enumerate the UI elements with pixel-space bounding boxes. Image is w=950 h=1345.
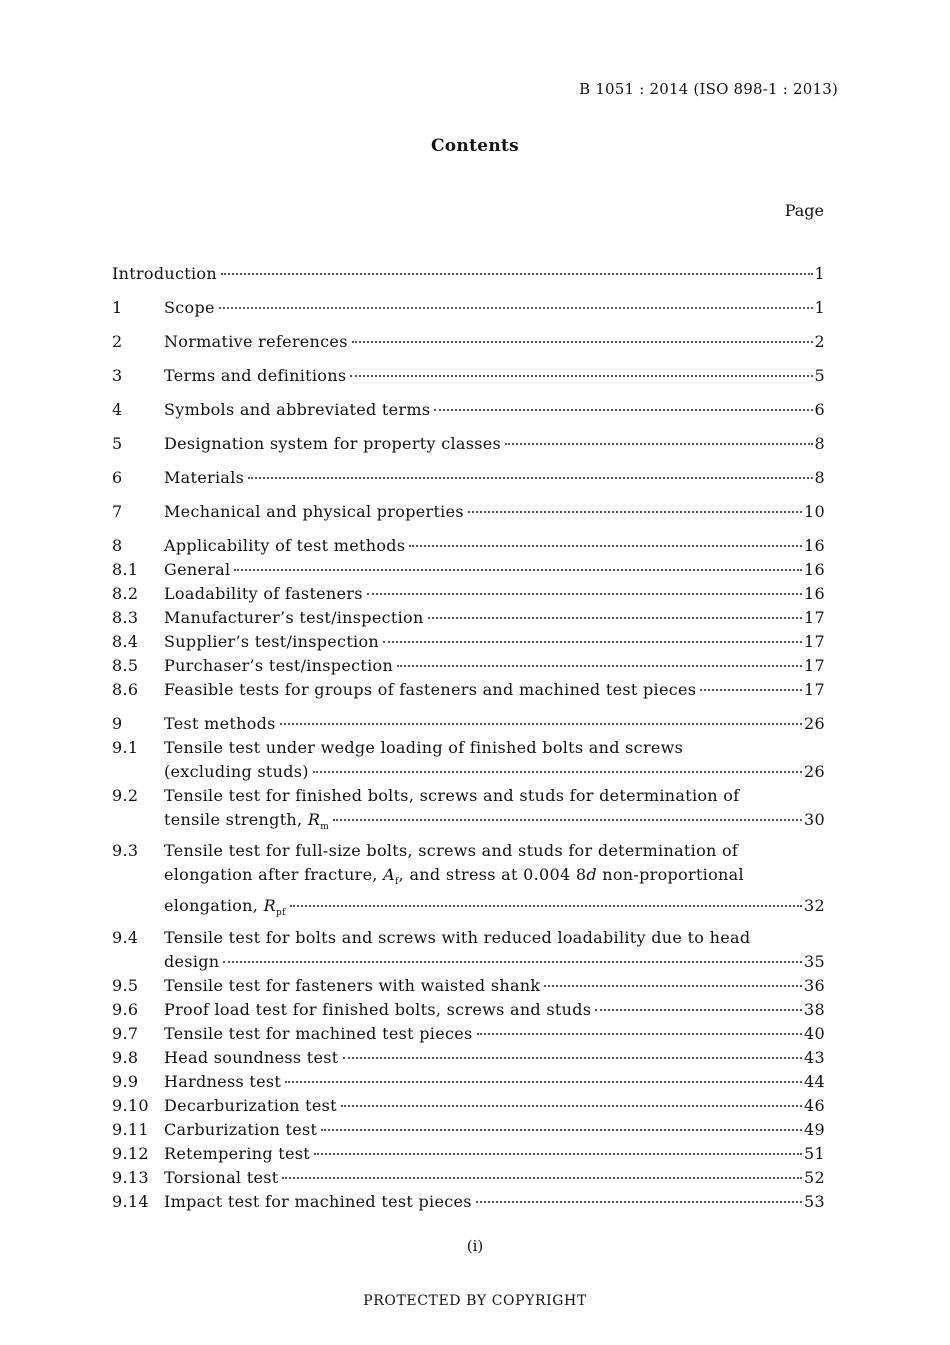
dot-leader [285, 1081, 802, 1083]
toc-entry-5[interactable] [112, 432, 825, 456]
toc-entry-title: Decarburization test [164, 1095, 337, 1115]
dot-leader [221, 273, 813, 275]
dot-leader [476, 1201, 802, 1203]
toc-entry-page: 1 [814, 264, 825, 283]
toc-entry-8-1[interactable] [112, 558, 825, 582]
toc-entry-9-9[interactable] [112, 1070, 825, 1094]
toc-entry-8-4[interactable] [112, 630, 825, 654]
toc-entry-title: Proof load test for finished bolts, screws and studs [164, 999, 592, 1019]
toc-entry-title-line: design [164, 951, 220, 971]
toc-entry-page: 8 [814, 434, 825, 453]
dot-leader [409, 545, 802, 547]
toc-entry-9-14[interactable] [112, 1190, 825, 1214]
toc-entry-page: 1 [814, 298, 825, 317]
toc-entry-9-6[interactable] [112, 998, 825, 1022]
toc-entry-number: 9.11 [112, 1119, 149, 1139]
toc-entry-title: Purchaser’s test/inspection [164, 656, 394, 675]
toc-entry-8-3[interactable] [112, 606, 825, 630]
toc-entry-9-8[interactable] [112, 1046, 825, 1070]
dot-leader [352, 341, 813, 343]
symbol-d: d [586, 865, 597, 885]
toc-entry-page: 35 [804, 951, 825, 971]
toc-entry-number: 8.3 [112, 608, 139, 627]
toc-entry-title: Mechanical and physical properties [164, 502, 464, 521]
symbol-rm: $R_m$ [307, 810, 330, 833]
toc-entry-number: 9.2 [112, 786, 139, 805]
toc-entry-page: 5 [814, 366, 825, 385]
dot-leader [428, 617, 802, 619]
dot-leader [505, 443, 812, 445]
toc-entry-number: 9.8 [112, 1047, 139, 1067]
toc-entry-number: 8.5 [112, 656, 139, 675]
toc-entry-9-5[interactable] [112, 974, 825, 998]
toc-entry-page: 38 [804, 999, 825, 1019]
toc-entry-title: Scope [164, 298, 215, 317]
toc-entry-9-13[interactable] [112, 1166, 825, 1190]
table-of-contents [112, 262, 825, 1214]
toc-entry-title: Retempering test [164, 1143, 311, 1163]
toc-entry-title: Loadability of fasteners [164, 584, 363, 603]
dot-leader [223, 961, 802, 963]
toc-entry-page: 8 [814, 468, 825, 487]
toc-entry-9-12[interactable] [112, 1142, 825, 1166]
toc-entry-page: 52 [804, 1167, 825, 1187]
toc-entry-number: 9 [112, 714, 123, 733]
toc-entry-number: 9.1 [112, 738, 139, 757]
dot-leader [248, 477, 812, 479]
toc-entry-title: Normative references [164, 332, 348, 351]
toc-entry-page: 51 [804, 1143, 825, 1163]
toc-entry-number: 9.12 [112, 1143, 149, 1163]
toc-entry-number: 3 [112, 366, 123, 385]
toc-entry-title: Applicability of test methods [164, 536, 406, 555]
toc-entry-number: 8.4 [112, 632, 139, 651]
page-number: (i) [466, 1237, 484, 1255]
toc-entry-9[interactable] [112, 712, 825, 736]
toc-entry-page: 17 [804, 632, 825, 651]
dot-leader [313, 771, 802, 773]
copyright-notice: PROTECTED BY COPYRIGHT [363, 1293, 587, 1309]
toc-entry-8-2[interactable] [112, 582, 825, 606]
toc-entry-8-5[interactable] [112, 654, 825, 678]
dot-leader [367, 593, 802, 595]
toc-entry-number: 9.3 [112, 841, 139, 861]
toc-entry-introduction[interactable] [112, 262, 825, 286]
toc-entry-page: 17 [804, 608, 825, 627]
toc-entry-title: Impact test for machined test pieces [164, 1191, 472, 1211]
toc-entry-8-6[interactable] [112, 678, 825, 702]
toc-entry-8[interactable] [112, 534, 825, 558]
toc-entry-title: Feasible tests for groups of fasteners and machined test pieces [164, 680, 697, 699]
toc-entry-number: 9.9 [112, 1071, 139, 1091]
toc-entry-page: 17 [804, 656, 825, 675]
toc-entry-6[interactable] [112, 466, 825, 490]
toc-entry-page: 16 [804, 536, 825, 555]
toc-entry-title: Tensile test for machined test pieces [164, 1023, 473, 1043]
toc-entry-page: 49 [804, 1119, 825, 1139]
toc-entry-page: 26 [804, 762, 825, 781]
toc-entry-page: 40 [804, 1023, 825, 1043]
toc-entry-4[interactable] [112, 398, 825, 422]
toc-entry-number: 9.13 [112, 1167, 149, 1187]
toc-entry-9-2[interactable] [112, 784, 825, 839]
toc-entry-title: Designation system for property classes [164, 434, 502, 453]
toc-entry-page: 30 [804, 810, 825, 829]
dot-leader [321, 1129, 802, 1131]
document-reference: B 1051 : 2014 (ISO 898-1 : 2013) [579, 80, 838, 98]
toc-entry-number: 9.14 [112, 1191, 149, 1211]
toc-entry-title-line: elongation, $R_{pf}$ [164, 896, 286, 919]
dot-leader [234, 569, 802, 571]
dot-leader [434, 409, 812, 411]
dot-leader [314, 1153, 802, 1155]
toc-entry-number: 7 [112, 502, 123, 521]
dot-leader [341, 1105, 802, 1107]
toc-entry-title: Supplier’s test/inspection [164, 632, 380, 651]
toc-entry-title: Head soundness test [164, 1047, 339, 1067]
toc-entry-page: 53 [804, 1191, 825, 1211]
toc-entry-page: 44 [804, 1071, 825, 1091]
toc-entry-page: 32 [804, 896, 825, 916]
toc-entry-9-4[interactable] [112, 926, 825, 974]
toc-entry-number: 9.4 [112, 927, 139, 947]
toc-entry-9-1[interactable] [112, 736, 825, 784]
toc-entry-title-line: Tensile test under wedge loading of finished bolts and screws [164, 738, 684, 757]
page-column-label: Page [784, 201, 824, 220]
toc-entry-number: 8.1 [112, 560, 139, 579]
toc-entry-title: Terms and definitions [164, 366, 347, 385]
dot-leader [595, 1009, 802, 1011]
toc-entry-title: Manufacturer’s test/inspection [164, 608, 424, 627]
toc-entry-title-line: Tensile test for full-size bolts, screws and studs for determination of [164, 841, 739, 861]
page-title: Contents [430, 136, 520, 156]
dot-leader [333, 819, 802, 821]
toc-entry-page: 6 [814, 400, 825, 419]
dot-leader [343, 1057, 803, 1059]
toc-entry-number: 9.5 [112, 975, 139, 995]
toc-entry-number: 9.7 [112, 1023, 139, 1043]
toc-entry-number: 1 [112, 298, 123, 317]
toc-entry-title: Introduction [112, 264, 217, 283]
toc-entry-number: 8.2 [112, 584, 139, 603]
toc-entry-title: Materials [164, 468, 245, 487]
toc-entry-title-line: elongation after fracture, $A_f$, and stress at 0.004 8d non-proportional [164, 865, 744, 888]
toc-entry-title: Test methods [164, 714, 276, 733]
toc-entry-number: 6 [112, 468, 123, 487]
toc-entry-title-line: Tensile test for bolts and screws with reduced loadability due to head [164, 927, 751, 947]
symbol-af: $A_f$ [383, 865, 399, 888]
toc-entry-title: Carburization test [164, 1119, 318, 1139]
toc-entry-number: 2 [112, 332, 123, 351]
toc-entry-7[interactable] [112, 500, 825, 524]
toc-entry-page: 36 [804, 975, 825, 995]
dot-leader [397, 665, 802, 667]
toc-entry-title-line: (excluding studs) [164, 762, 309, 781]
toc-entry-number: 9.10 [112, 1095, 149, 1115]
dot-leader [290, 905, 802, 907]
toc-entry-page: 46 [804, 1095, 825, 1115]
toc-entry-title: Torsional test [164, 1167, 279, 1187]
dot-leader [544, 985, 802, 987]
toc-entry-3[interactable] [112, 364, 825, 388]
toc-entry-9-3[interactable] [112, 839, 825, 925]
dot-leader [280, 723, 802, 725]
toc-entry-title-line: Tensile test for finished bolts, screws and studs for determination of [164, 786, 740, 805]
toc-entry-page: 43 [804, 1047, 825, 1067]
toc-entry-title: Hardness test [164, 1071, 282, 1091]
toc-entry-2[interactable] [112, 330, 825, 354]
toc-entry-number: 8 [112, 536, 123, 555]
dot-leader [350, 375, 812, 377]
toc-entry-page: 16 [804, 584, 825, 603]
symbol-rpf: $R_{pf}$ [263, 896, 286, 919]
toc-entry-page: 16 [804, 560, 825, 579]
toc-entry-9-7[interactable] [112, 1022, 825, 1046]
toc-entry-page: 2 [814, 332, 825, 351]
toc-entry-number: 5 [112, 434, 123, 453]
toc-entry-page: 26 [804, 714, 825, 733]
dot-leader [468, 511, 802, 513]
toc-entry-9-10[interactable] [112, 1094, 825, 1118]
toc-entry-1[interactable] [112, 296, 825, 320]
toc-entry-page: 17 [804, 680, 825, 699]
toc-entry-number: 4 [112, 400, 123, 419]
dot-leader [383, 641, 802, 643]
toc-entry-title: Tensile test for fasteners with waisted shank [164, 975, 541, 995]
dot-leader [219, 307, 813, 309]
toc-entry-page: 10 [804, 502, 825, 521]
toc-entry-number: 9.6 [112, 999, 139, 1019]
dot-leader [700, 689, 802, 691]
toc-entry-9-11[interactable] [112, 1118, 825, 1142]
toc-entry-title-line: tensile strength, $R_m$ [164, 810, 330, 833]
toc-entry-title: Symbols and abbreviated terms [164, 400, 431, 419]
toc-entry-number: 8.6 [112, 680, 139, 699]
dot-leader [477, 1033, 803, 1035]
toc-entry-title: General [164, 560, 231, 579]
dot-leader [282, 1177, 802, 1179]
